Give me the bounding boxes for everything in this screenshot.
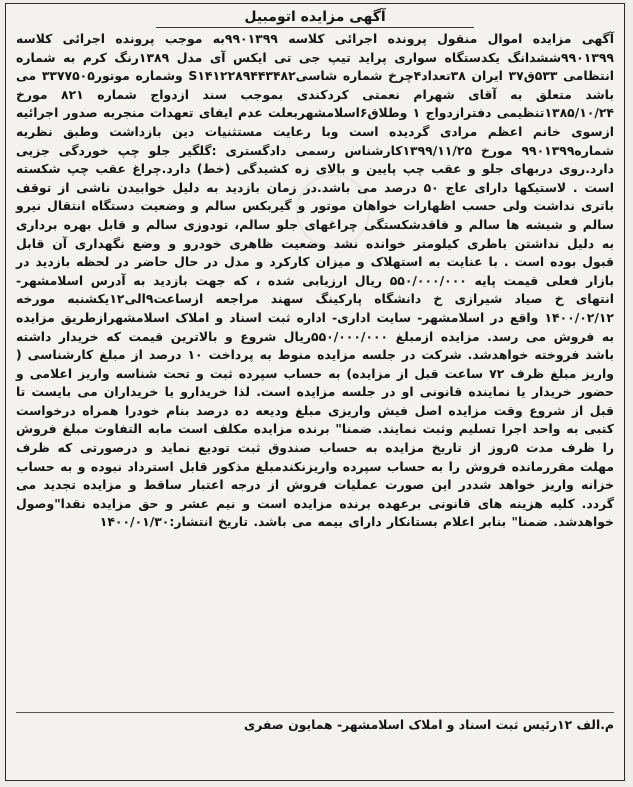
footer-divider <box>16 712 614 713</box>
title-divider <box>156 27 474 28</box>
notice-signature <box>16 716 614 735</box>
notice-paragraph: آگهی مزایده اموال منقول پرونده اجرائی کلاسه ۹۹۰۱۳۹۹به موجب پرونده اجرائی کلاسه ۹۹۰۱۳۹۹ششدانگ یکدستگاه سواری پراید تیپ جی تی ایکس آی مدل ۱۳۸۹رنگ کرم به شماره انتظامی ۵۳۳ق۳۷ ایران ۳۸تعداد۴چرخ شماره شاسیS۱۴۱۲۲۸۹۴۴۳۴۸۲ وشماره موتور۳۳۷۷۵۰۵ می باشد متعلق به آقای شهرام نعمتی کردکندی بموجب سند ازدواج شماره ۸۲۱ مورخ ۱۳۸۵/۱۰/۲۴تنظیمی دفترازدواج ۱ وطلاق۶اسلامشهربعلت عدم ایفای تعهدات منجربه صدور اجرائیه ازسوی خانم اعظم مرادی گردیده است وبا رعایت مستثنیات دین بازداشت وطبق نظریه شماره۹۹۰۱۳۹۹ مورخ ۱۳۹۹/۱۱/۲۵کارشناس رسمی دادگستری :گلگیر جلو چپ خوردگی جزیی دارد.روی دربهای جلو و عقب چپ پایین و بالای زه کشیدگی (خط) دارد.چراغ عقب چپ شکسته است . لاستیکها دارای عاج ۵۰ درصد می باشد.در زمان بازدید به دلیل خوابیدن ناشی از توقف باتری نداشت ولی حسب اظهارات خواهان موتور و گیربکس سالم و وضعیت دستگاه انتقال نیرو سالم و شیشه ها سالم و فاقدشکستگی چراغهای جلو سالم، تودوزی سالم و قابل بهره برداری به دلیل نداشتن باطری کیلومتر خوانده نشد وضعیت ظاهری خودرو و وضع نگهداری آن قابل قبول بوده است . با عنایت به استهلاک و میزان کارکرد و مدل در حال حاضر در لحظه بازدید در بازار فعلی قیمت پایه ۵۵۰/۰۰۰/۰۰۰ ریال ارزیابی شده ، که جهت بازدید به آدرس اسلامشهر- انتهای خ صیاد شیرازی خ دانشگاه پارکینگ سهند مراجعه ازساعت۹الی۱۲یکشنبه مورخه ۱۴۰۰/۰۲/۱۲ واقع در اسلامشهر- سایت اداری- اداره ثبت اسناد و املاک اسلامشهرازطریق مزایده به فروش می رسد. مزایده ازمبلغ ۵۵۰/۰۰۰/۰۰۰ریال شروع و بالاترین قیمت که خریدار داشته باشد فروخته خواهدشد. شرکت در جلسه مزایده منوط به پرداخت ۱۰ درصد از مبلغ کارشناسی ( واریز مبلغ ظرف ۷۲ ساعت قبل از مزایده) به حساب سپرده ثبت و تحت شناسه واریز اعلامی و حضور خریدار یا نماینده قانونی او در جلسه مزایده است. لذا خریدارو یا خریداران می بایست تا قبل از شروع وقت مزایده اصل فیش واریزی مبلغ ودیعه ده درصد بنام خودرا همراه درخواست کتبی به واحد اجرا تسلیم وثبت نمایند. ضمنا" برنده مزایده مکلف است مابه التفاوت مبلغ فروش را ظرف مدت ۵روز از تاریخ مزایده به حساب صندوق ثبت تودیع نماید و درصورتی که ظرف مهلت مقررمانده فروش را به حساب سپرده واریزنکندمبلغ مذکور قابل استرداد نبوده و به حساب خزانه واریز خواهد شددر این صورت عملیات فروش از درجه اعتبار ساقط و مزایده تجدید می گردد. کلیه هزینه های قانونی برعهده برنده مزایده است و نیم عشر و حق مزایده نقدا"وصول خواهدشد. ضمنا" بنابر اعلام بستانکار دارای بیمه می باشد. تاریخ انتشار:۱۴۰۰/۰۱/۳۰ <box>16 31 615 530</box>
signature-line: م.الف ۱۲رئیس ثبت اسناد و املاک اسلامشهر- همایون صفری <box>243 717 614 732</box>
notice-title: آگهی مزایده اتومبیل <box>244 9 386 25</box>
notice-body <box>16 30 614 532</box>
auction-notice <box>5 3 625 781</box>
